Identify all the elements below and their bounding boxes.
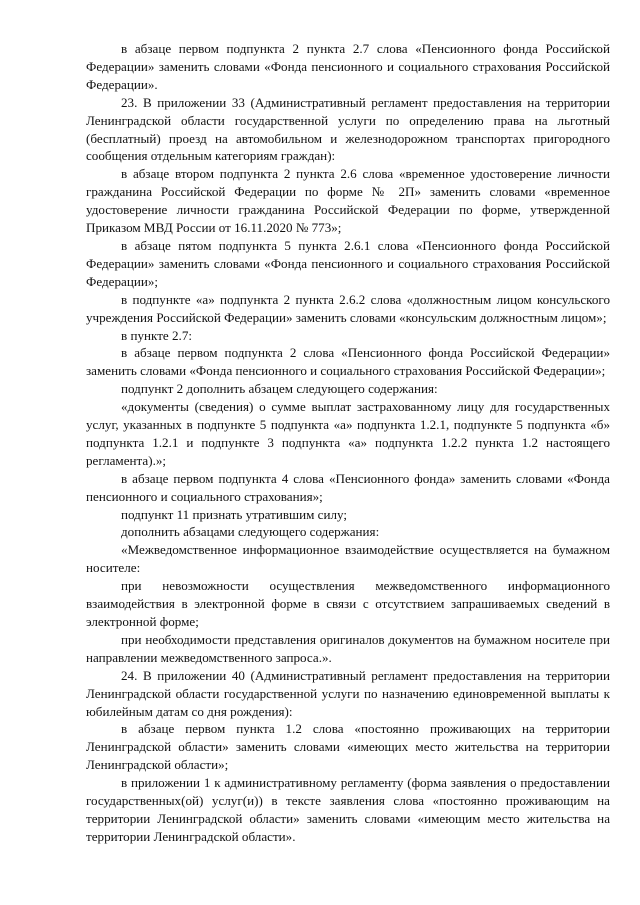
paragraph: при необходимости представления оригиналов документов на бумажном носителе при направлении межведомственного запроса.». <box>86 631 610 665</box>
paragraph: подпункт 11 признать утратившим силу; <box>121 506 348 522</box>
paragraph: в абзаце первом подпункта 2 слова «Пенсионного фонда Российской Федерации» заменить словами «Фонда пенсионного и социального страхования Российской Федерации»; <box>86 345 610 379</box>
paragraph: в подпункте «а» подпункта 2 пункта 2.6.2 слова «должностным лицом консульского учреждения Российской Федерации» заменить словами «консульским должностным лицом»; <box>86 291 610 325</box>
paragraph: «документы (сведения) о сумме выплат застрахованному лицу для государственных услуг, указанных в подпункте 5 подпункта «а» подпункта 1.2.1, подпункте 5 подпункта «б» подпункта 1.2.1 и подпункте 3 подпункта «а» подпункта 1.2.2 пункта 1.2 настоящего регламента).»; <box>86 399 610 468</box>
paragraph: 24. В приложении 40 (Административный регламент предоставления на территории Ленинградской области государственной услуги по назначению единовременной выплаты к юбилейным датам со дня рождения): <box>86 667 610 719</box>
paragraph: 23. В приложении 33 (Административный регламент предоставления на территории Ленинградской области государственной услуги по определению права на льготный (бесплатный) проезд на автомобильном и железнодорожном транспортах пригородного сообщения отдельным категориям граждан): <box>86 94 610 164</box>
paragraph: в пункте 2.7: <box>121 327 193 343</box>
paragraph: в абзаце первом подпункта 4 слова «Пенсионного фонда» заменить словами «Фонда пенсионного и социального страхования»; <box>86 470 610 504</box>
paragraph: дополнить абзацами следующего содержания: <box>121 524 380 540</box>
document-body <box>86 40 610 846</box>
paragraph: в абзаце первом пункта 1.2 слова «постоянно проживающих на территории Ленинградской области» заменить словами «имеющих место жительства на территории Ленинградской области»; <box>86 721 610 773</box>
paragraph: подпункт 2 дополнить абзацем следующего содержания: <box>121 381 438 397</box>
paragraph: в приложении 1 к административному регламенту (форма заявления о предоставлении государственных(ой) услуг(и)) в тексте заявления слова «постоянно проживающим на территории Ленинградской области» заменить словами «имеющим место жительства на территории Ленинградской области». <box>86 775 610 844</box>
paragraph: в абзаце втором подпункта 2 пункта 2.6 слова «временное удостоверение личности гражданина Российской Федерации по форме № 2П» заменить словами «временное удостоверение личности гражданина Российской Федерации по форме, утвержденной Приказом МВД России от 16.11.2020 № 773»; <box>86 166 610 236</box>
paragraph: в абзаце первом подпункта 2 пункта 2.7 слова «Пенсионного фонда Российской Федерации» заменить словами «Фонда пенсионного и социального страхования Российской Федерации». <box>86 41 610 92</box>
paragraph: в абзаце пятом подпункта 5 пункта 2.6.1 слова «Пенсионного фонда Российской Федерации» заменить словами «Фонда пенсионного и социального страхования Российской Федерации»; <box>86 237 610 289</box>
paragraph: при невозможности осуществления межведомственного информационного взаимодействия в электронной форме в связи с отсутствием запрашиваемых сведений в электронной форме; <box>86 578 610 629</box>
paragraph: «Межведомственное информационное взаимодействие осуществляется на бумажном носителе: <box>86 542 610 576</box>
